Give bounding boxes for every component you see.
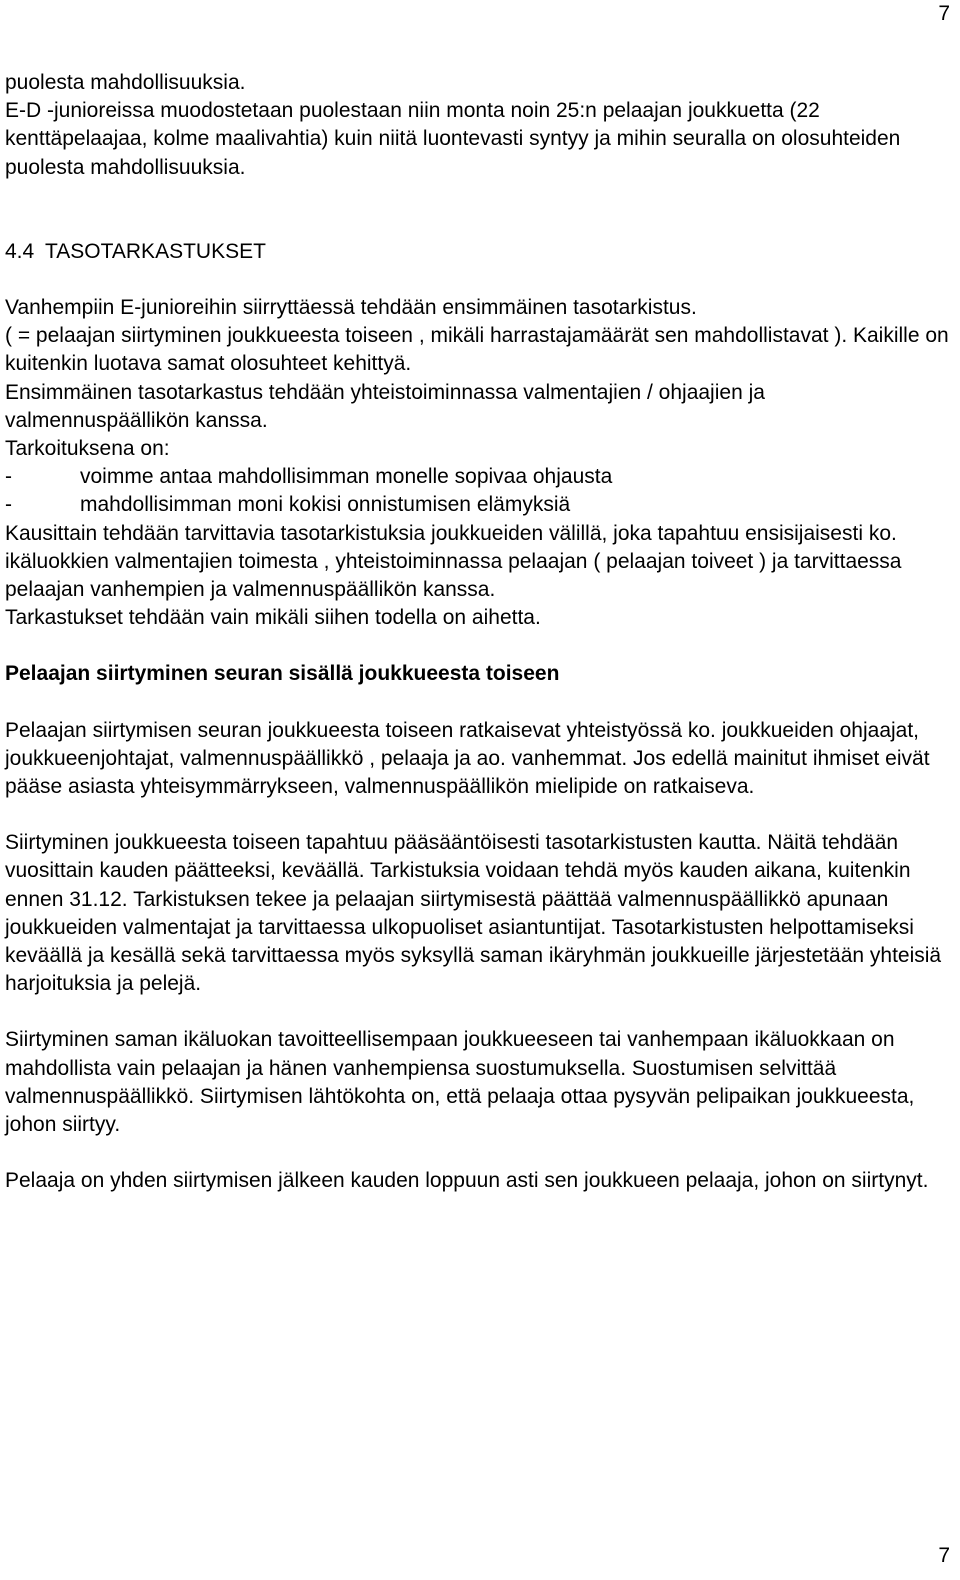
intro-continuation: puolesta mahdollisuuksia. [5,71,246,94]
dash-bullet: - [5,493,12,517]
tasotarkastus-paragraph-1: Vanhempiin E-junioreihin siirryttäessä tehdään ensimmäinen tasotarkistus. [5,296,697,320]
tasotarkastus-paragraph-4: Kausittain tehdään tarvittavia tasotarkistuksia joukkueiden välillä, joka tapahtuu ensisijaisesti ko. ikäluokkien valmentajien toimesta , yhteistoiminnassa pelaajan ( pelaajan toiveet ) ja tarvittaessa pelaajan vanhempien ja valmennuspäällikön kanssa. [5,521,902,602]
purpose-list [5,463,950,519]
intro-paragraph: E-D -junioreissa muodostetaan puolestaan niin monta noin 25:n pelaajan joukkuetta (22 kenttäpelaajaa, kolme maalivahtia) kuin niitä luontevasti syntyy ja mihin seuralla on olosuhteiden puolesta mahdollisuuksia. [5,99,901,179]
section-number: 4.4 [5,239,35,263]
list-item: - voimme antaa mahdollisimman monelle sopivaa ohjausta [5,463,950,491]
section-title: TASOTARKASTUKSET [45,239,266,263]
transfer-paragraph-2: Siirtyminen joukkueesta toiseen tapahtuu pääsääntöisesti tasotarkistusten kautta. Näitä tehdään vuosittain kauden päätteeksi, keväällä. Tarkistuksia voidaan tehdä myös kauden aikana, kuitenkin ennen 31.12. Tarkistuksen tekee ja pelaajan siirtymisestä päättää valmennuspäällikkö apunaan joukkueiden valmentajat ja tarvittaessa ulkopuoliset asiantuntijat. Tasotarkistusten helpottamiseksi keväällä ja kesällä sekä tarvittaessa myös syksyllä saman ikäryhmän joukkueille järjestetään yhteisiä harjoituksia ja pelejä. [5,831,942,996]
page-number-bottom: 7 [938,1544,950,1567]
transfer-paragraph-3: Siirtyminen saman ikäluokan tavoitteellisempaan joukkueeseen tai vanhempaan ikäluokkaan on mahdollista vain pelaajan ja hänen vanhempiensa suostumuksella. Suostumisen selvittää valmennuspäällikkö. Siirtymisen lähtökohta on, että pelaaja ottaa pysyvän pelipaikan joukkueesta, johon siirtyy. [5,1028,915,1137]
transfer-paragraph-4: Pelaaja on yhden siirtymisen jälkeen kauden loppuun asti sen joukkueen pelaaja, johon on siirtynyt. [5,1169,929,1193]
tasotarkastus-paragraph-5: Tarkastukset tehdään vain mikäli siihen todella on aihetta. [5,606,541,630]
purpose-label: Tarkoituksena on: [5,437,170,461]
document-body [5,69,950,1196]
transfer-heading: Pelaajan siirtyminen seuran sisällä joukkueesta toiseen [5,662,560,686]
page-number-top: 7 [938,2,950,25]
tasotarkastus-paragraph-3: Ensimmäinen tasotarkastus tehdään yhteistoiminnassa valmentajien / ohjaajien ja valmennuspäällikön kanssa. [5,380,765,432]
transfer-paragraph-1: Pelaajan siirtymisen seuran joukkueesta toiseen ratkaisevat yhteistyössä ko. joukkueiden ohjaajat, joukkueenjohtajat, valmennuspäällikkö , pelaaja ja ao. vanhemmat. Jos edellä mainitut ihmiset eivät pääse asiasta yhteisymmärrykseen, valmennuspäällikön mielipide on ratkaiseva. [5,718,930,799]
list-item: - mahdollisimman moni kokisi onnistumisen elämyksiä [5,491,950,519]
section-heading-4-4 [5,238,950,266]
tasotarkastus-paragraph-2: ( = pelaajan siirtyminen joukkueesta toiseen , mikäli harrastajamäärät sen mahdollistavat ). Kaikille on kuitenkin luotava samat olosuhteet kehittyä. [5,324,949,376]
dash-bullet: - [5,465,12,489]
